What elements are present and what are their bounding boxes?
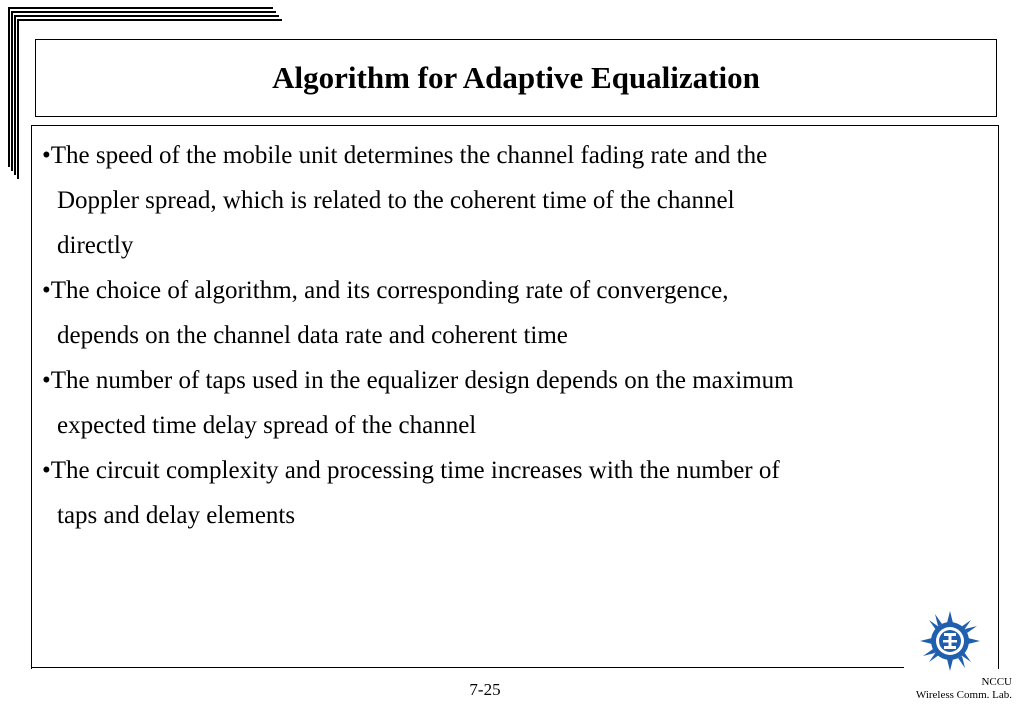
footer-org: NCCU	[981, 676, 1012, 688]
ncc-university-emblem-icon	[918, 609, 982, 673]
bullet-line: •The speed of the mobile unit determines the channel fading rate and the	[42, 142, 768, 169]
bullet-line: •The choice of algorithm, and its corresponding rate of convergence,	[42, 277, 729, 304]
bullet-line: •The number of taps used in the equalizer design depends on the maximum	[42, 367, 794, 394]
corner-line-left-2	[11, 11, 13, 171]
corner-line-top-2	[11, 11, 276, 13]
bullet-item	[42, 133, 997, 268]
bullet-line: Doppler spread, which is related to the coherent time of the channel	[57, 187, 735, 214]
corner-line-left-4	[17, 19, 19, 179]
slide-title-box	[35, 39, 997, 117]
bullet-list	[42, 133, 997, 538]
footer-lab-credit	[916, 676, 1012, 702]
bullet-item	[42, 358, 997, 448]
corner-line-left-1	[8, 7, 10, 167]
slide-title: Algorithm for Adaptive Equalization	[272, 60, 760, 95]
content-box-bottom-rule	[31, 667, 904, 668]
bullet-line: expected time delay spread of the channel	[57, 412, 477, 439]
corner-line-top-4	[17, 19, 282, 21]
bullet-line: •The circuit complexity and processing time increases with the number of	[42, 457, 780, 484]
bullet-line: directly	[57, 232, 134, 259]
corner-line-top-1	[8, 7, 273, 9]
corner-line-top-3	[14, 15, 279, 17]
corner-line-left-3	[14, 15, 16, 175]
bullet-line: depends on the channel data rate and coherent time	[57, 322, 568, 349]
page-number: 7-25	[469, 680, 501, 699]
emblem-svg	[918, 609, 982, 673]
bullet-item	[42, 268, 997, 358]
footer-lab-name: Wireless Comm. Lab.	[915, 689, 1012, 701]
bullet-item	[42, 448, 997, 538]
bullet-line: taps and delay elements	[57, 502, 296, 529]
